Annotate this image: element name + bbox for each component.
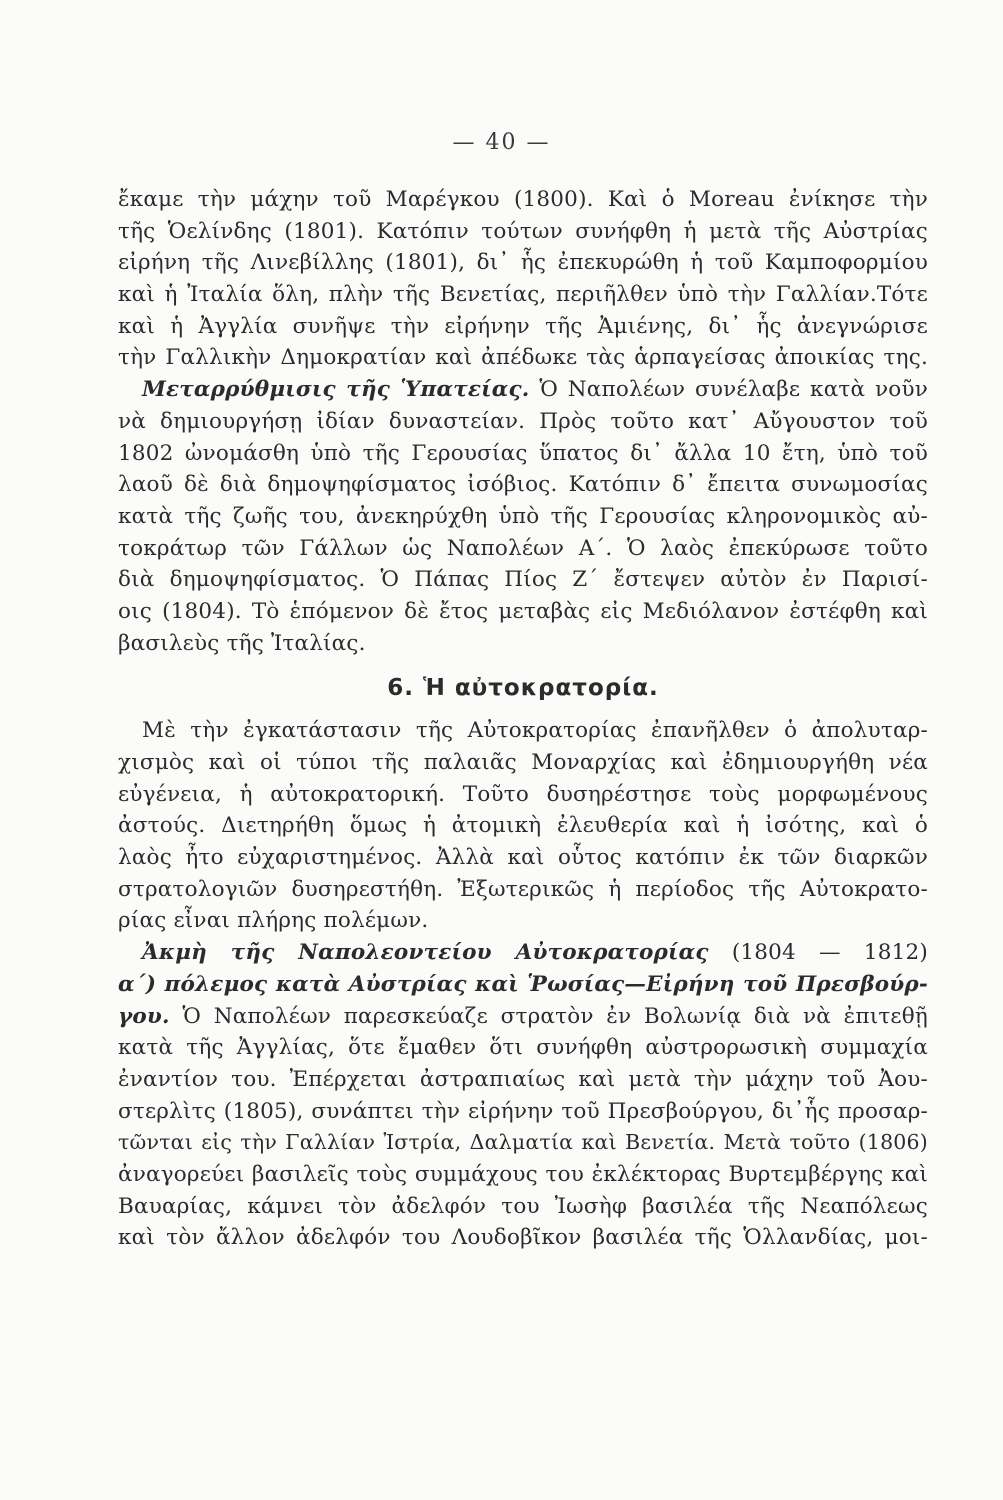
text-line: ρίας εἶναι πλήρης πολέμων. [118,908,429,934]
text-fragment: Ὁ Ναπολέων συνέλαβε κατὰ νοῦν [539,377,928,403]
paragraph-4 [118,937,928,1254]
text-line: 1802 ὠνομάσθη ὑπὸ τῆς Γερουσίας ὕπατος δι᾽ ἄλλα 10 ἔτη, ὑπὸ τοῦ [118,440,928,466]
text-line: τοκράτωρ τῶν Γάλλων ὡς Ναπολέων Α΄. Ὁ λαὸς ἐπεκύρωσε τοῦτο [118,535,928,561]
text-line: νὰ δημιουργήσῃ ἰδίαν δυναστείαν. Πρὸς τοῦτο κατ᾽ Αὔγουστον τοῦ [118,408,928,434]
text-line: Μὲ τὴν ἐγκατάστασιν τῆς Αὐτοκρατορίας ἐπανῆλθεν ὁ ἀπολυταρ- [142,718,928,744]
text-fragment: Ὁ Ναπολέων παρεσκεύαζε στρατὸν ἐν Βολωνίᾳ διὰ νὰ ἐπιτεθῇ [182,1003,928,1029]
text-line: ἀστούς. Διετηρήθη ὅμως ἡ ἀτομικὴ ἐλευθερία καὶ ἡ ἰσότης, καὶ ὁ [118,813,928,839]
text-line: κατὰ τῆς ζωῆς του, ἀνεκηρύχθη ὑπὸ τῆς Γερουσίας κληρονομικὸς αὐ- [118,503,928,529]
text-line: καὶ ἡ Ἰταλία ὅλη, πλὴν τῆς Βενετίας, περιῆλθεν ὑπὸ τὴν Γαλλίαν.Τότε [118,282,928,308]
text-line: εὐγένεια, ἡ αὐτοκρατορική. Τοῦτο δυσηρέστησε τοὺς μορφωμένους [118,781,928,807]
text-line: κατὰ τῆς Ἀγγλίας, ὅτε ἔμαθεν ὅτι συνήφθη αὐστρορωσικὴ συμμαχία [118,1035,928,1061]
text-line: ἔκαμε τὴν μάχην τοῦ Μαρέγκου (1800). Καὶ ὁ Moreau ἐνίκησε τὴν [118,187,928,212]
text-line: Βαυαρίας, κάμνει τὸν ἀδελφόν του Ἰωσὴφ βασιλέα τῆς Νεαπόλεως [118,1193,928,1219]
text-line: διὰ δημοψηφίσματος. Ὁ Πάπας Πίος Ζ΄ ἔστεψεν αὐτὸν ἐν Παρισί- [118,567,928,593]
text-line: καὶ τὸν ἄλλον ἀδελφόν του Λουδοβῖκον βασιλέα τῆς Ὁλλανδίας, μοι- [118,1225,928,1251]
text-line: καὶ ἡ Ἀγγλία συνῆψε τὴν εἰρήνην τῆς Ἀμιένης, δι᾽ ἧς ἀνεγνώρισε [118,313,928,339]
subheading-end: γου. [118,1003,170,1029]
text-line: τῆς Ὁελίνδης (1801). Κατόπιν τούτων συνήφθη ἡ μετὰ τῆς Αὐστρίας [118,218,928,244]
text-line [118,1001,928,1033]
text-line [118,937,928,969]
paragraph-1 [118,184,928,374]
text-line: λαὸς ἦτο εὐχαριστημένος. Ἀλλὰ καὶ οὗτος κατόπιν ἐκ τῶν διαρκῶν [118,845,928,871]
text-line: στερλὶτς (1805), συνάπτει τὴν εἰρήνην τοῦ Πρεσβούργου, δι᾽ἧς προσαρ- [118,1098,928,1124]
paragraph-heading: Ἀκμὴ τῆς Ναπολεοντείου Αὐτοκρατορίας [142,940,709,966]
paragraph-heading: Μεταρρύθμισις τῆς Ὑπατείας. [142,377,530,403]
text-line: ἀναγορεύει βασιλεῖς τοὺς συμμάχους του ἐκλέκτορας Βυρτεμβέργης καὶ [118,1161,928,1187]
text-line [118,374,928,406]
years-range: (1804 — 1812) [731,940,928,966]
paragraph-3 [118,715,928,937]
text-line: εἰρήνη τῆς Λινεβίλλης (1801), δι᾽ ἧς ἐπεκυρώθη ἡ τοῦ Καμποφορμίου [118,250,928,276]
text-line: λαοῦ δὲ διὰ δημοψηφίσματος ἰσόβιος. Κατόπιν δ᾽ ἔπειτα συνωμοσίας [118,472,928,498]
paragraph-2 [118,374,928,659]
paragraph-subheading: α΄) πόλεμος κατὰ Αὐστρίας καὶ Ῥωσίας—Εἰρήνη τοῦ Πρεσβούρ- [118,971,928,997]
text-line: οις (1804). Τὸ ἑπόμενον δὲ ἔτος μεταβὰς εἰς Μεδιόλανον ἐστέφθη καὶ [118,598,928,624]
page-number: — 40 — [452,130,551,155]
page-text [118,184,928,1254]
text-line: τῶνται εἰς τὴν Γαλλίαν Ἰστρία, Δαλματία καὶ Βενετία. Μετὰ τοῦτο (1806) [118,1130,928,1155]
text-line: τὴν Γαλλικὴν Δημοκρατίαν καὶ ἀπέδωκε τὰς ἁρπαγείσας ἀποικίας της. [118,345,928,371]
text-line: ἐναντίον του. Ἐπέρχεται ἀστραπιαίως καὶ μετὰ τὴν μάχην τοῦ Ἀου- [118,1066,928,1092]
section-title: 6. Ἡ αὐτοκρατορία. [387,675,659,702]
text-line: βασιλεὺς τῆς Ἰταλίας. [118,630,366,656]
text-line: στρατολογιῶν δυσηρεστήθη. Ἐξωτερικῶς ἡ περίοδος τῆς Αὐτοκρατο- [118,876,928,902]
text-line: χισμὸς καὶ οἱ τύποι τῆς παλαιᾶς Μοναρχίας καὶ ἐδημιουργήθη νέα [118,750,928,775]
